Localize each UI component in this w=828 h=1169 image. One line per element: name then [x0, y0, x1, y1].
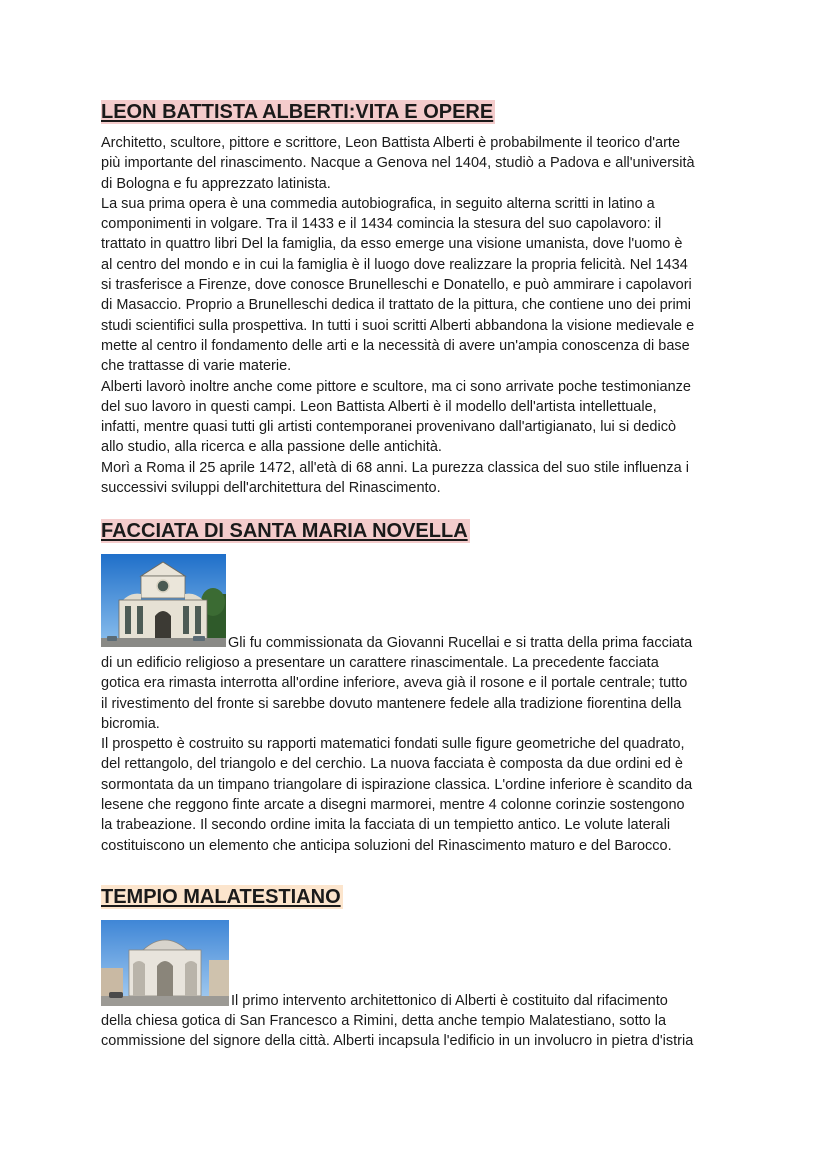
text-line: il rivestimento del fronte si sarebbe dovuto mantenere fedele alla tradizione fiorentina della — [101, 695, 682, 712]
section-heading-santa-maria-novella: FACCIATA DI SANTA MARIA NOVELLA — [101, 520, 468, 542]
text-line: bicromia. — [101, 715, 160, 732]
text-line: mette al centro il fondamento delle arti e la necessità di avere un'ampia conoscenza di base — [101, 337, 690, 354]
paragraph-alberti-bio — [101, 133, 741, 498]
text-line: studi scientifici sulla prospettiva. In tutti i suoi scritti Alberti abbandona la visione medievale e — [101, 317, 695, 334]
text-line: La sua prima opera è una commedia autobiografica, in seguito alterna scritti in latino a — [101, 195, 655, 212]
text-line: del suo lavoro in questi campi. Leon Battista Alberti è il modello dell'artista intellettuale, — [101, 398, 657, 415]
text-line: commissione del signore della città. Alberti incapsula l'edificio in un involucro in pietra d'istria — [101, 1033, 694, 1050]
text-line: più importante del rinascimento. Nacque a Genova nel 1404, studiò a Padova e all'università — [101, 155, 695, 172]
paragraph-smn-first-line: Gli fu commissionata da Giovanni Rucellai e si tratta della prima facciata — [228, 635, 693, 651]
text-line: trattato in quattro libri Del la famiglia, da esso emerge una visione umanista, dove l'uomo è — [101, 236, 683, 253]
text-line: la trabeazione. Il secondo ordine imita la facciata di un tempietto antico. Le volute laterali — [101, 817, 671, 834]
text-line: successivi sviluppi dell'architettura del Rinascimento. — [101, 480, 441, 497]
text-line: di Bologna e fu apprezzato latinista. — [101, 175, 331, 192]
section-heading-alberti: LEON BATTISTA ALBERTI:VITA E OPERE — [101, 101, 494, 123]
paragraph-tempio-malatestiano — [101, 1011, 741, 1052]
text-line: di Masaccio. Proprio a Brunelleschi dedica il trattato de la pittura, che contiene uno dei primi — [101, 297, 691, 314]
text-line: che trattasse di varie materie. — [101, 358, 292, 375]
paragraph-santa-maria-novella — [101, 653, 741, 856]
text-line: Alberti lavorò inoltre anche come pittore e scultore, ma ci sono arrivate poche testimonianze — [101, 378, 691, 395]
text-line: infatti, mentre quasi tutti gli artisti contemporanei provenivano dall'artigianato, lui si dedicò — [101, 419, 677, 436]
text-line: della chiesa gotica di San Francesco a Rimini, detta anche tempio Malatestiano, sotto la — [101, 1013, 667, 1029]
santa-maria-novella-photo — [101, 554, 226, 647]
text-line: Il prospetto è costruito su rapporti matematici fondati sulle figure geometriche del quadrato, — [101, 736, 685, 753]
text-line: del rettangolo, del triangolo e del cerchio. La nuova facciata è composta da due ordini ed è — [101, 756, 683, 773]
text-line: lesene che reggono finte arcate a disegni marmorei, mentre 4 colonne corinzie sostengono — [101, 797, 685, 814]
text-line: al centro del mondo e in cui la famiglia è il luogo dove realizzare la propria felicità. Nel 1434 — [101, 256, 688, 273]
text-line: costituiscono un elemento che anticipa soluzioni del Rinascimento maturo e del Barocco. — [101, 837, 672, 854]
tempio-malatestiano-photo — [101, 920, 229, 1006]
text-line: componimenti in volgare. Tra il 1433 e il 1434 comincia la stesura del suo capolavoro: il — [101, 216, 662, 233]
text-line: di un edificio religioso a presentare un carattere rinascimentale. La precedente facciata — [101, 655, 659, 671]
section-heading-tempio-malatestiano: TEMPIO MALATESTIANO — [101, 886, 341, 908]
text-line: si trasferisce a Firenze, dove conosce Brunelleschi e Donatello, e può ammirare i capolavori — [101, 277, 692, 294]
text-line: sormontata da un timpano triangolare di ispirazione classica. L'ordine inferiore è scandito da — [101, 776, 693, 793]
text-line: Architetto, scultore, pittore e scrittore, Leon Battista Alberti è probabilmente il teorico d'arte — [101, 135, 681, 151]
text-line: gotica era rimasta interrotta all'ordine inferiore, aveva già il rosone e il portale centrale; tutto — [101, 675, 688, 692]
text-line: allo studio, alla ricerca e alla passione delle antichità. — [101, 439, 442, 456]
text-line: Morì a Roma il 25 aprile 1472, all'età di 68 anni. La purezza classica del suo stile influenza i — [101, 459, 689, 476]
paragraph-tempio-first-line: Il primo intervento architettonico di Alberti è costituito dal rifacimento — [231, 993, 668, 1009]
